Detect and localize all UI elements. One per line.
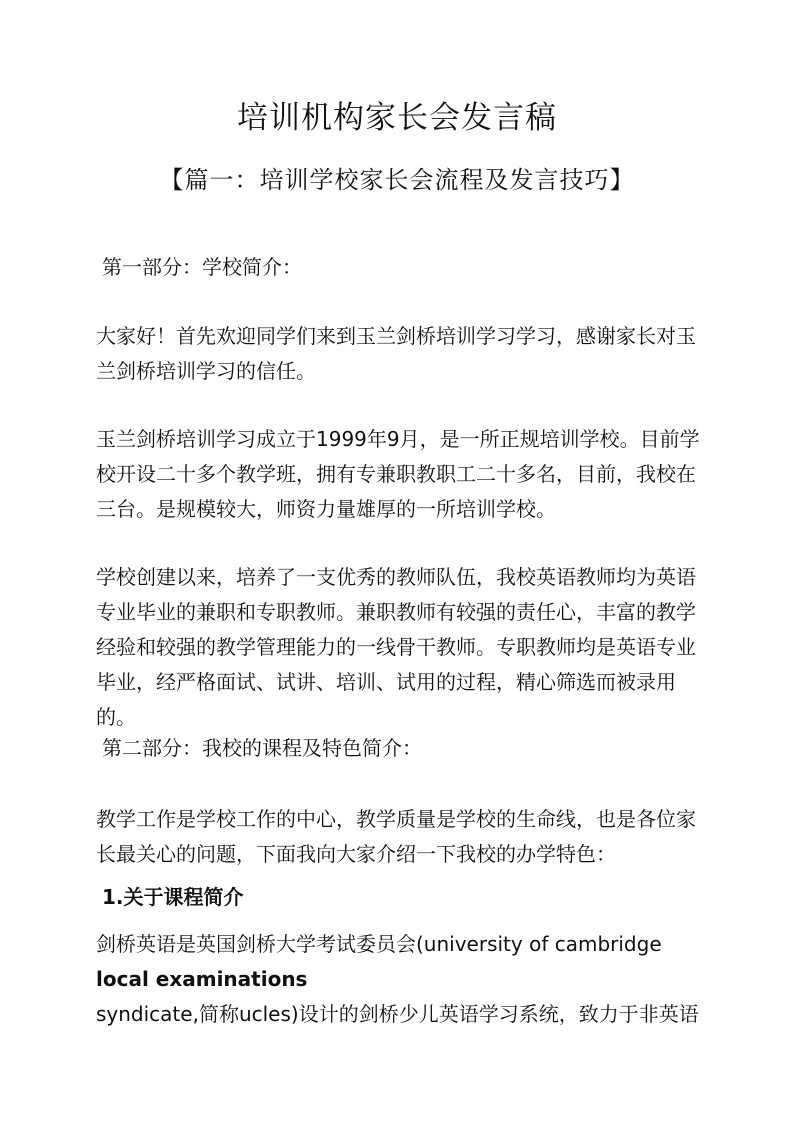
paragraph-teaching-quality: 教学工作是学校工作的中心，教学质量是学校的生命线，也是各位家长最关心的问题，下面我向大家介绍一下我校的办学特色： — [96, 807, 696, 866]
paragraph-school-founding: 玉兰剑桥培训学习成立于1999年9月，是一所正规培训学校。目前学校开设二十多个教学班，拥有专兼职教职工二十多名，目前，我校在三台。是规模较大，师资力量雄厚的一所培训学校。 — [96, 427, 700, 521]
section-heading-1: 第一部分：学校简介： — [102, 255, 302, 279]
page-title: 培训机构家长会发言稿 — [237, 100, 557, 136]
paragraph-cambridge-english — [96, 927, 702, 1032]
section-heading-2: 第二部分：我校的课程及特色简介： — [102, 736, 422, 760]
page-subtitle: 【篇一：培训学校家长会流程及发言技巧】 — [159, 166, 635, 194]
paragraph-teachers: 学校创建以来，培养了一支优秀的教师队伍，我校英语教师均为英语专业毕业的兼职和专职教师。兼职教师有较强的责任心，丰富的教学经验和较强的教学管理能力的一线骨干教师。专职教师均是英语专业毕业，经严格面试、试讲、培训、试用的过程，精心筛选而被录用的。 — [96, 565, 696, 729]
paragraph-line: 剑桥英语是英国剑桥大学考试委员会(university of cambridge — [96, 932, 662, 956]
paragraph-line: local examinations — [96, 967, 308, 991]
paragraph-line: syndicate,简称ucles)设计的剑桥少儿英语学习系统，致力于非英语 — [96, 1002, 699, 1026]
item-heading-course-intro: 1.关于课程简介 — [102, 885, 244, 909]
paragraph-welcome: 大家好！首先欢迎同学们来到玉兰剑桥培训学习学习，感谢家长对玉兰剑桥培训学习的信任。 — [96, 324, 696, 383]
